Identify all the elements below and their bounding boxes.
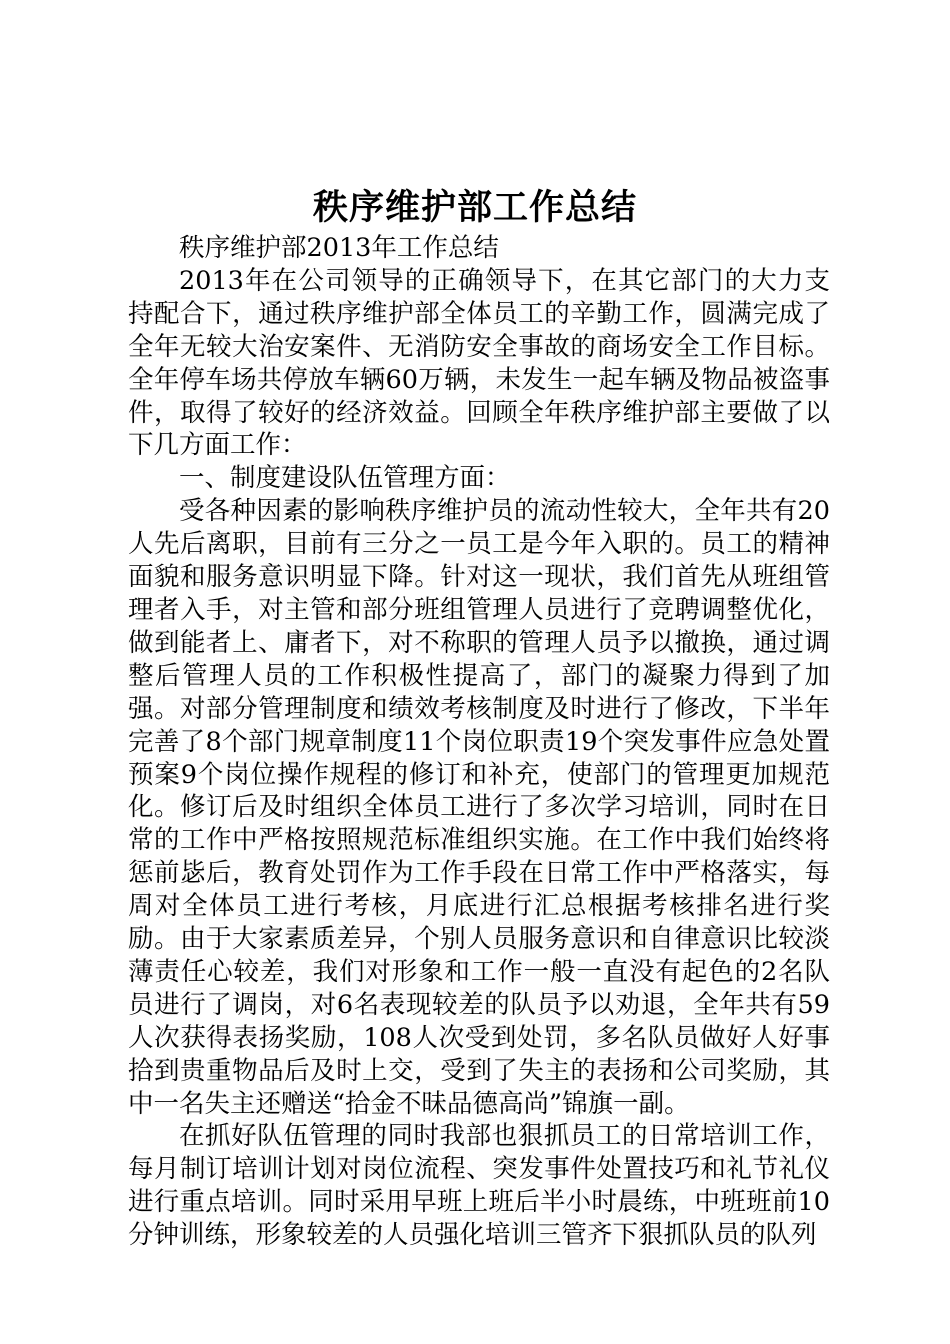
document-body xyxy=(128,232,830,1252)
paragraph-subtitle: 秩序维护部2013年工作总结 xyxy=(179,233,499,263)
paragraph-team-management: 受各种因素的影响秩序维护员的流动性较大，全年共有20人先后离职，目前有三分之一员工是今年入职的。员工的精神面貌和服务意识明显下降。针对这一现状，我们首先从班组管理者入手，对主管和部分班组管理人员进行了竞聘调整优化，做到能者上、庸者下，对不称职的管理人员予以撤换，通过调整后管理人员的工作积极性提高了，部门的凝聚力得到了加强。对部分管理制度和绩效考核制度及时进行了修改，下半年完善了8个部门规章制度11个岗位职责19个突发事件应急处置预案9个岗位操作规程的修订和补充，使部门的管理更加规范化。修订后及时组织全体员工进行了多次学习培训，同时在日常的工作中严格按照规范标准组织实施。在工作中我们始终将惩前毖后，教育处罚作为工作手段在日常工作中严格落实，每周对全体员工进行考核，月底进行汇总根据考核排名进行奖励。由于大家素质差异，个别人员服务意识和自律意识比较淡薄责任心较差，我们对形象和工作一般一直没有起色的2名队员进行了调岗，对6名表现较差的队员予以劝退，全年共有59人次获得表扬奖励，108人次受到处罚，多名队员做好人好事拾到贵重物品后及时上交，受到了失主的表扬和公司奖励，其中一名失主还赠送“拾金不昧品德高尚”锦旗一副。 xyxy=(128,496,830,1119)
paragraph-intro: 2013年在公司领导的正确领导下，在其它部门的大力支持配合下，通过秩序维护部全体员工的辛勤工作，圆满完成了全年无较大治安案件、无消防安全事故的商场安全工作目标。全年停车场共停放车辆60万辆，未发生一起车辆及物品被盗事件，取得了较好的经济效益。回顾全年秩序维护部主要做了以下几方面工作： xyxy=(128,265,830,461)
paragraph-training: 在抓好队伍管理的同时我部也狠抓员工的日常培训工作，每月制订培训计划对岗位流程、突发事件处置技巧和礼节礼仪进行重点培训。同时采用早班上班后半小时晨练，中班班前10分钟训练，形象较差的人员强化培训三管齐下狠抓队员的队列 xyxy=(128,1121,830,1251)
document-title: 秩序维护部工作总结 xyxy=(312,187,637,228)
section-heading: 一、制度建设队伍管理方面： xyxy=(179,463,511,494)
